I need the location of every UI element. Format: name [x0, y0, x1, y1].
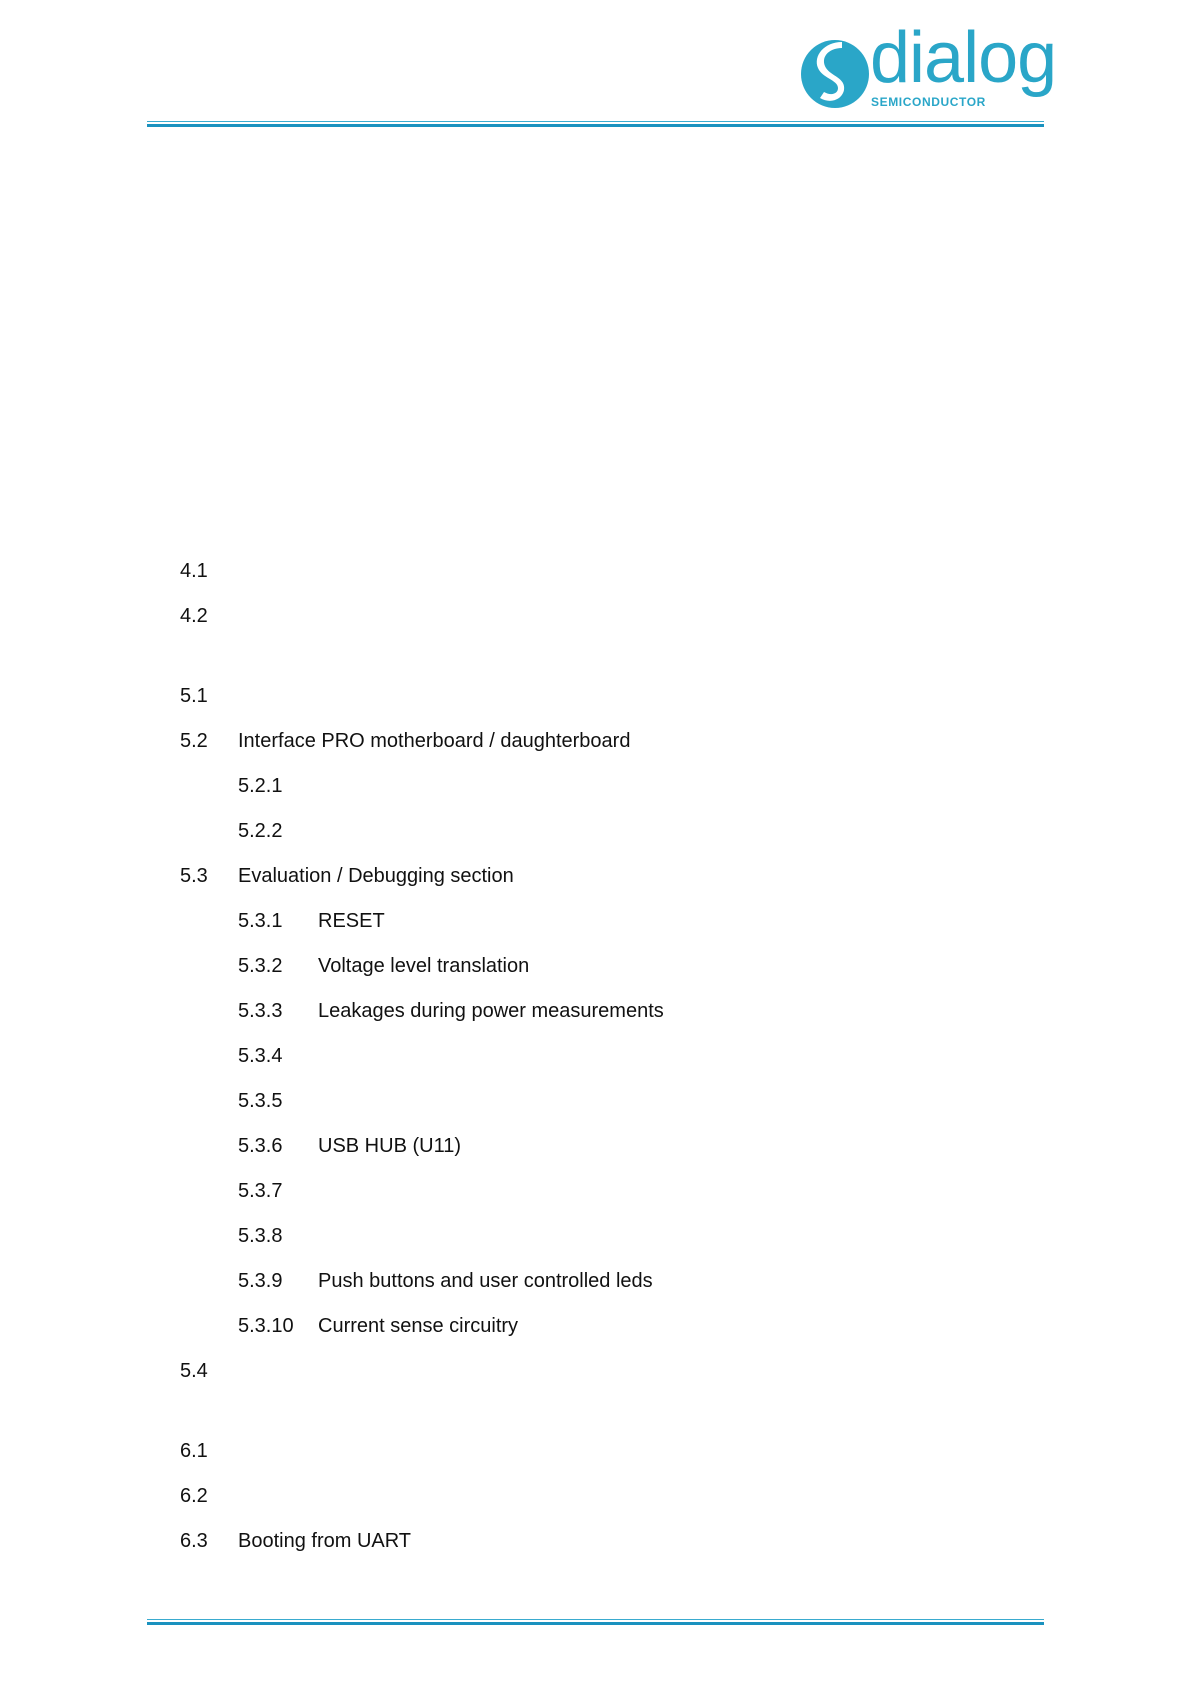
toc-number: 5.4	[180, 1360, 208, 1382]
toc-title: Evaluation / Debugging section	[238, 865, 514, 887]
header-rule	[147, 121, 1044, 127]
toc-number: 5.3.9	[238, 1270, 283, 1292]
toc-number: 5.2	[180, 730, 208, 752]
toc-number: 4.2	[180, 605, 208, 627]
toc-title: Voltage level translation	[318, 955, 530, 977]
footer-rule	[147, 1619, 1044, 1625]
toc-title: Leakages during power measurements	[318, 1000, 664, 1022]
toc-number: 5.2.2	[238, 820, 283, 842]
toc-number: 4.1	[180, 560, 208, 582]
toc-number: 5.3.2	[238, 955, 283, 977]
toc-number: 6.1	[180, 1440, 208, 1462]
toc-number: 6.3	[180, 1530, 208, 1552]
toc-number: 5.3.8	[238, 1225, 283, 1247]
toc-title: Booting from UART	[238, 1530, 412, 1552]
toc-number: 5.3	[180, 865, 208, 887]
toc-number: 5.3.5	[238, 1090, 283, 1112]
toc-title: Push buttons and user controlled leds	[318, 1270, 653, 1292]
toc-title: USB HUB (U11)	[318, 1135, 461, 1157]
logo-wordmark: dialog	[870, 18, 1057, 98]
dialog-semiconductor-logo	[798, 18, 1057, 116]
toc-number: 5.3.10	[238, 1315, 294, 1337]
toc-number: 5.1	[180, 685, 208, 707]
toc-number: 5.3.7	[238, 1180, 283, 1202]
toc-title: RESET	[318, 910, 385, 932]
logo-mark-icon	[798, 34, 870, 116]
toc-number: 5.3.4	[238, 1045, 283, 1067]
toc-number: 5.3.6	[238, 1135, 283, 1157]
toc-number: 5.2.1	[238, 775, 283, 797]
toc-title: Current sense circuitry	[318, 1315, 519, 1337]
toc-title: Interface PRO motherboard / daughterboard	[238, 730, 631, 752]
toc-number: 6.2	[180, 1485, 208, 1507]
logo-tagline: SEMICONDUCTOR	[871, 95, 986, 109]
toc-number: 5.3.3	[238, 1000, 283, 1022]
toc-number: 5.3.1	[238, 910, 283, 932]
